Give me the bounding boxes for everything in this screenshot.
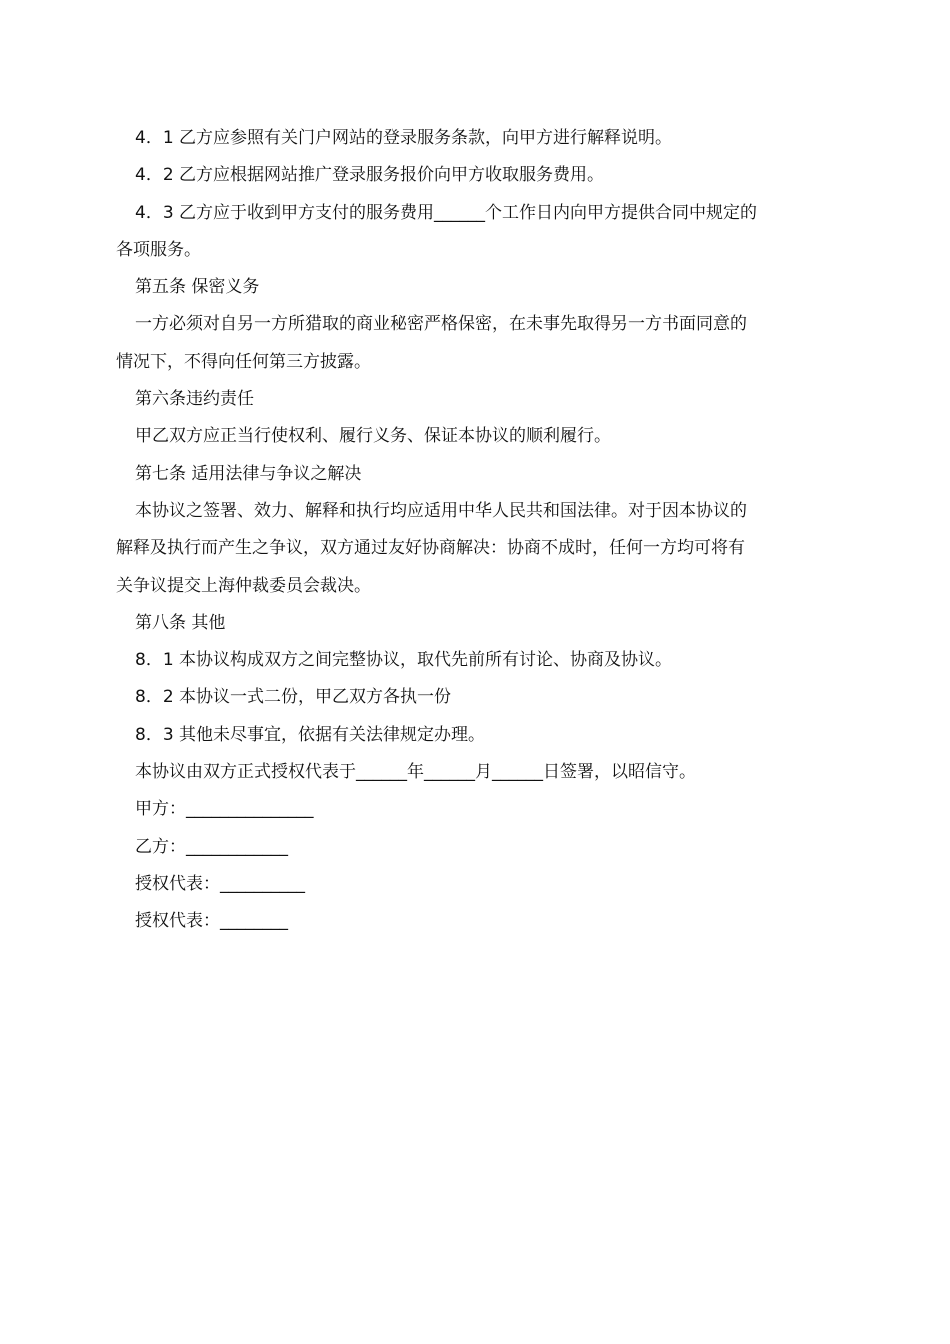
article-6-heading: 第六条违约责任 [135,389,254,410]
article-7-body-line-2: 解释及执行而产生之争议，双方通过友好协商解决：协商不成时，任何一方均可将有 [116,538,745,559]
authorized-rep-line-2: 授权代表：________ [135,911,288,932]
article-8-heading: 第八条 其他 [135,612,226,633]
clause-4-3-line-1: 4．3 乙方应于收到甲方支付的服务费用______个工作日内向甲方提供合同中规定的 [135,202,758,223]
party-b-signature-line: 乙方：____________ [135,836,288,857]
article-7-heading: 第七条 适用法律与争议之解决 [135,463,362,484]
article-7-body-line-1: 本协议之签署、效力、解释和执行均应适用中华人民共和国法律。对于因本协议的 [135,500,747,521]
clause-8-3: 8．3 其他未尽事宜，依据有关法律规定办理。 [135,724,486,745]
clause-8-1: 8．1 本协议构成双方之间完整协议，取代先前所有讨论、协商及协议。 [135,650,673,671]
article-5-body-line-1: 一方必须对自另一方所猎取的商业秘密严格保密，在未事先取得另一方书面同意的 [135,314,747,335]
clause-4-1: 4．1 乙方应参照有关门户网站的登录服务条款，向甲方进行解释说明。 [135,128,673,148]
clause-8-2: 8．2 本协议一式二份，甲乙双方各执一份 [135,687,452,708]
party-a-signature-line: 甲方：_______________ [135,799,314,820]
clause-4-3-line-2: 各项服务。 [116,239,201,260]
article-5-body-line-2: 情况下，不得向任何第三方披露。 [116,351,371,372]
article-6-body: 甲乙双方应正当行使权利、履行义务、保证本协议的顺利履行。 [135,426,611,447]
article-5-heading: 第五条 保密义务 [135,277,260,298]
clause-4-2: 4．2 乙方应根据网站推广登录服务报价向甲方收取服务费用。 [135,165,605,186]
authorized-rep-line-1: 授权代表：__________ [135,873,305,894]
signing-statement: 本协议由双方正式授权代表于______年______月______日签署，以昭信守。 [135,762,696,783]
document-page [116,120,836,941]
article-7-body-line-3: 关争议提交上海仲裁委员会裁决。 [116,575,371,596]
